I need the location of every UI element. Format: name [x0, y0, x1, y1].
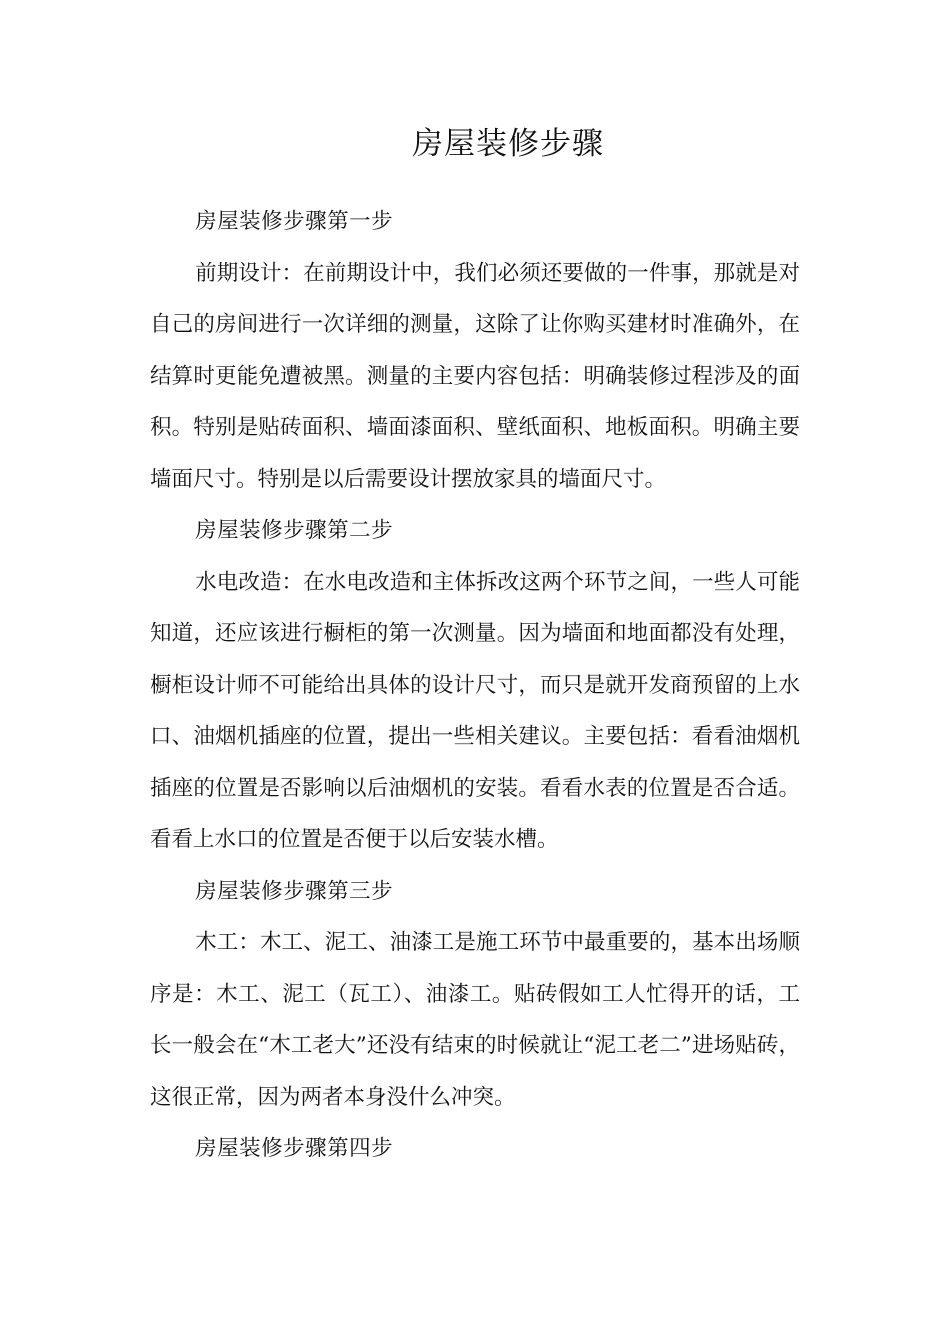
section-body-1: 前期设计：在前期设计中，我们必须还要做的一件事，那就是对自己的房间进行一次详细的测量，这除了让你购买建材时准确外，在结算时更能免遭被黑。测量的主要内容包括：明确装修过程涉及的面积。特别是贴砖面积、墙面漆面积、壁纸面积、地板面积。明确主要墙面尺寸。特别是以后需要设计摆放家具的墙面尺寸。 — [150, 260, 800, 492]
section-heading-4: 房屋装修步骤第四步 — [195, 1136, 394, 1161]
section-body-2: 水电改造：在水电改造和主体拆改这两个环节之间，一些人可能知道，还应该进行橱柜的第一次测量。因为墙面和地面都没有处理，橱柜设计师不可能给出具体的设计尺寸，而只是就开发商预留的上水口、油烟机插座的位置，提出一些相关建议。主要包括：看看油烟机插座的位置是否影响以后油烟机的安装。看看水表的位置是否合适。看看上水口的位置是否便于以后安装水槽。 — [150, 569, 800, 852]
section-heading-2: 房屋装修步骤第二步 — [195, 518, 394, 543]
section-heading-1: 房屋装修步骤第一步 — [195, 209, 394, 234]
section-body-3: 木工：木工、泥工、油漆工是施工环节中最重要的，基本出场顺序是：木工、泥工（瓦工）、油漆工。贴砖假如工人忙得开的话，工长一般会在“木工老大”还没有结束的时候就让“泥工老二”进场贴砖，这很正常，因为两者本身没什么冲突。 — [150, 930, 800, 1110]
document-title: 房屋装修步骤 — [412, 126, 604, 162]
section-heading-3: 房屋装修步骤第三步 — [195, 878, 394, 904]
document-body — [150, 196, 800, 1175]
